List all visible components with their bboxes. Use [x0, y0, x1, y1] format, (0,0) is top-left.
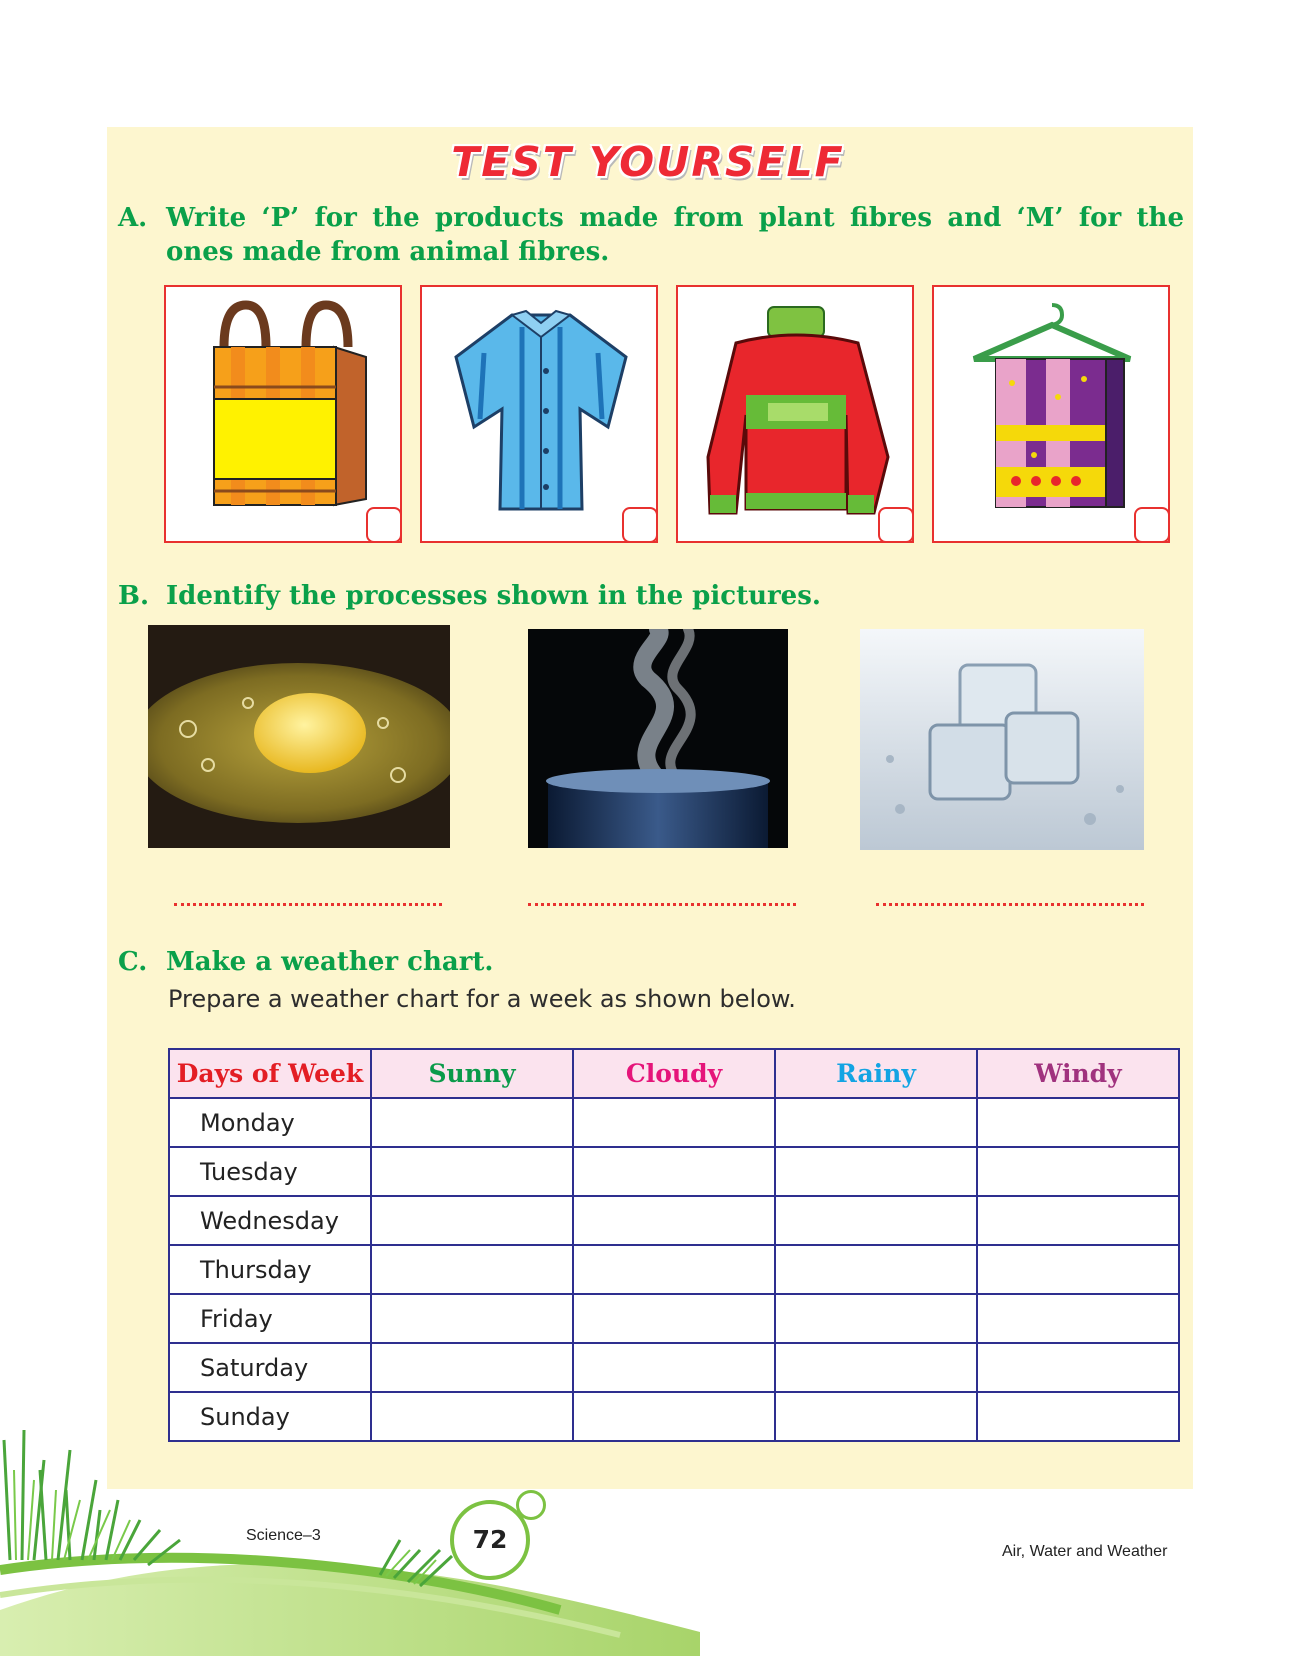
shawl-icon — [934, 287, 1172, 545]
day-label: Monday — [169, 1098, 371, 1147]
page-title: TEST YOURSELF — [451, 138, 845, 186]
header-rainy: Rainy — [775, 1049, 977, 1098]
answer-box[interactable] — [366, 507, 402, 543]
question-a-text: Write ‘P’ for the products made from plant fibres and ‘M’ for the ones made from animal fibres. — [166, 203, 1184, 267]
chart-cell[interactable] — [371, 1343, 573, 1392]
page-number: 72 — [450, 1500, 530, 1580]
melting-butter-photo — [148, 625, 450, 848]
chapter-name: Air, Water and Weather — [1002, 1543, 1168, 1560]
question-b-text: Identify the processes shown in the pictures. — [166, 581, 821, 611]
answer-box[interactable] — [622, 507, 658, 543]
table-row — [169, 1343, 1179, 1392]
header-row — [169, 1049, 1179, 1098]
header-days: Days of Week — [169, 1049, 371, 1098]
bag-card — [164, 285, 402, 543]
table-row — [169, 1294, 1179, 1343]
chart-cell[interactable] — [573, 1147, 775, 1196]
shirt-card — [420, 285, 658, 543]
sweater-card — [676, 285, 914, 543]
shirt-icon — [422, 287, 660, 545]
chart-cell[interactable] — [977, 1245, 1179, 1294]
chart-cell[interactable] — [371, 1245, 573, 1294]
header-sunny: Sunny — [371, 1049, 573, 1098]
chart-cell[interactable] — [775, 1098, 977, 1147]
day-label: Tuesday — [169, 1147, 371, 1196]
chart-cell[interactable] — [775, 1196, 977, 1245]
chart-cell[interactable] — [371, 1196, 573, 1245]
instruction-text: Prepare a weather chart for a week as shown below. — [168, 985, 796, 1013]
grass-decoration — [0, 1400, 1296, 1656]
table-row — [169, 1147, 1179, 1196]
question-c — [118, 945, 1118, 979]
ice-cubes-photo — [860, 629, 1144, 850]
bag-icon — [166, 287, 404, 545]
chart-cell[interactable] — [371, 1098, 573, 1147]
table-row — [169, 1245, 1179, 1294]
sweater-icon — [678, 287, 916, 545]
question-a-letter: A. — [118, 203, 148, 233]
answer-line-3[interactable] — [876, 893, 1144, 906]
table-row — [169, 1098, 1179, 1147]
answer-line-2[interactable] — [528, 893, 796, 906]
shawl-card — [932, 285, 1170, 543]
weather-chart-table — [168, 1048, 1180, 1442]
question-b — [118, 579, 1118, 613]
question-a — [118, 201, 1184, 269]
chart-cell[interactable] — [775, 1294, 977, 1343]
question-c-text: Make a weather chart. — [166, 947, 494, 977]
day-label: Thursday — [169, 1245, 371, 1294]
chart-cell[interactable] — [977, 1343, 1179, 1392]
day-label: Saturday — [169, 1343, 371, 1392]
chart-cell[interactable] — [371, 1294, 573, 1343]
chart-cell[interactable] — [371, 1147, 573, 1196]
chart-cell[interactable] — [775, 1147, 977, 1196]
chart-cell[interactable] — [573, 1294, 775, 1343]
chart-cell[interactable] — [573, 1098, 775, 1147]
chart-cell[interactable] — [573, 1245, 775, 1294]
chart-cell[interactable] — [977, 1098, 1179, 1147]
question-b-letter: B. — [118, 581, 150, 611]
header-cloudy: Cloudy — [573, 1049, 775, 1098]
table-row — [169, 1196, 1179, 1245]
day-label: Sunday — [169, 1392, 371, 1441]
chart-cell[interactable] — [775, 1245, 977, 1294]
day-label: Wednesday — [169, 1196, 371, 1245]
answer-box[interactable] — [878, 507, 914, 543]
day-label: Friday — [169, 1294, 371, 1343]
chart-cell[interactable] — [775, 1343, 977, 1392]
answer-box[interactable] — [1134, 507, 1170, 543]
header-windy: Windy — [977, 1049, 1179, 1098]
chart-cell[interactable] — [977, 1196, 1179, 1245]
chart-cell[interactable] — [977, 1147, 1179, 1196]
steaming-pot-photo — [528, 629, 788, 848]
question-c-letter: C. — [118, 947, 148, 977]
book-name: Science–3 — [246, 1527, 321, 1544]
chart-cell[interactable] — [977, 1294, 1179, 1343]
chart-cell[interactable] — [573, 1196, 775, 1245]
chart-cell[interactable] — [573, 1343, 775, 1392]
answer-line-1[interactable] — [174, 893, 442, 906]
